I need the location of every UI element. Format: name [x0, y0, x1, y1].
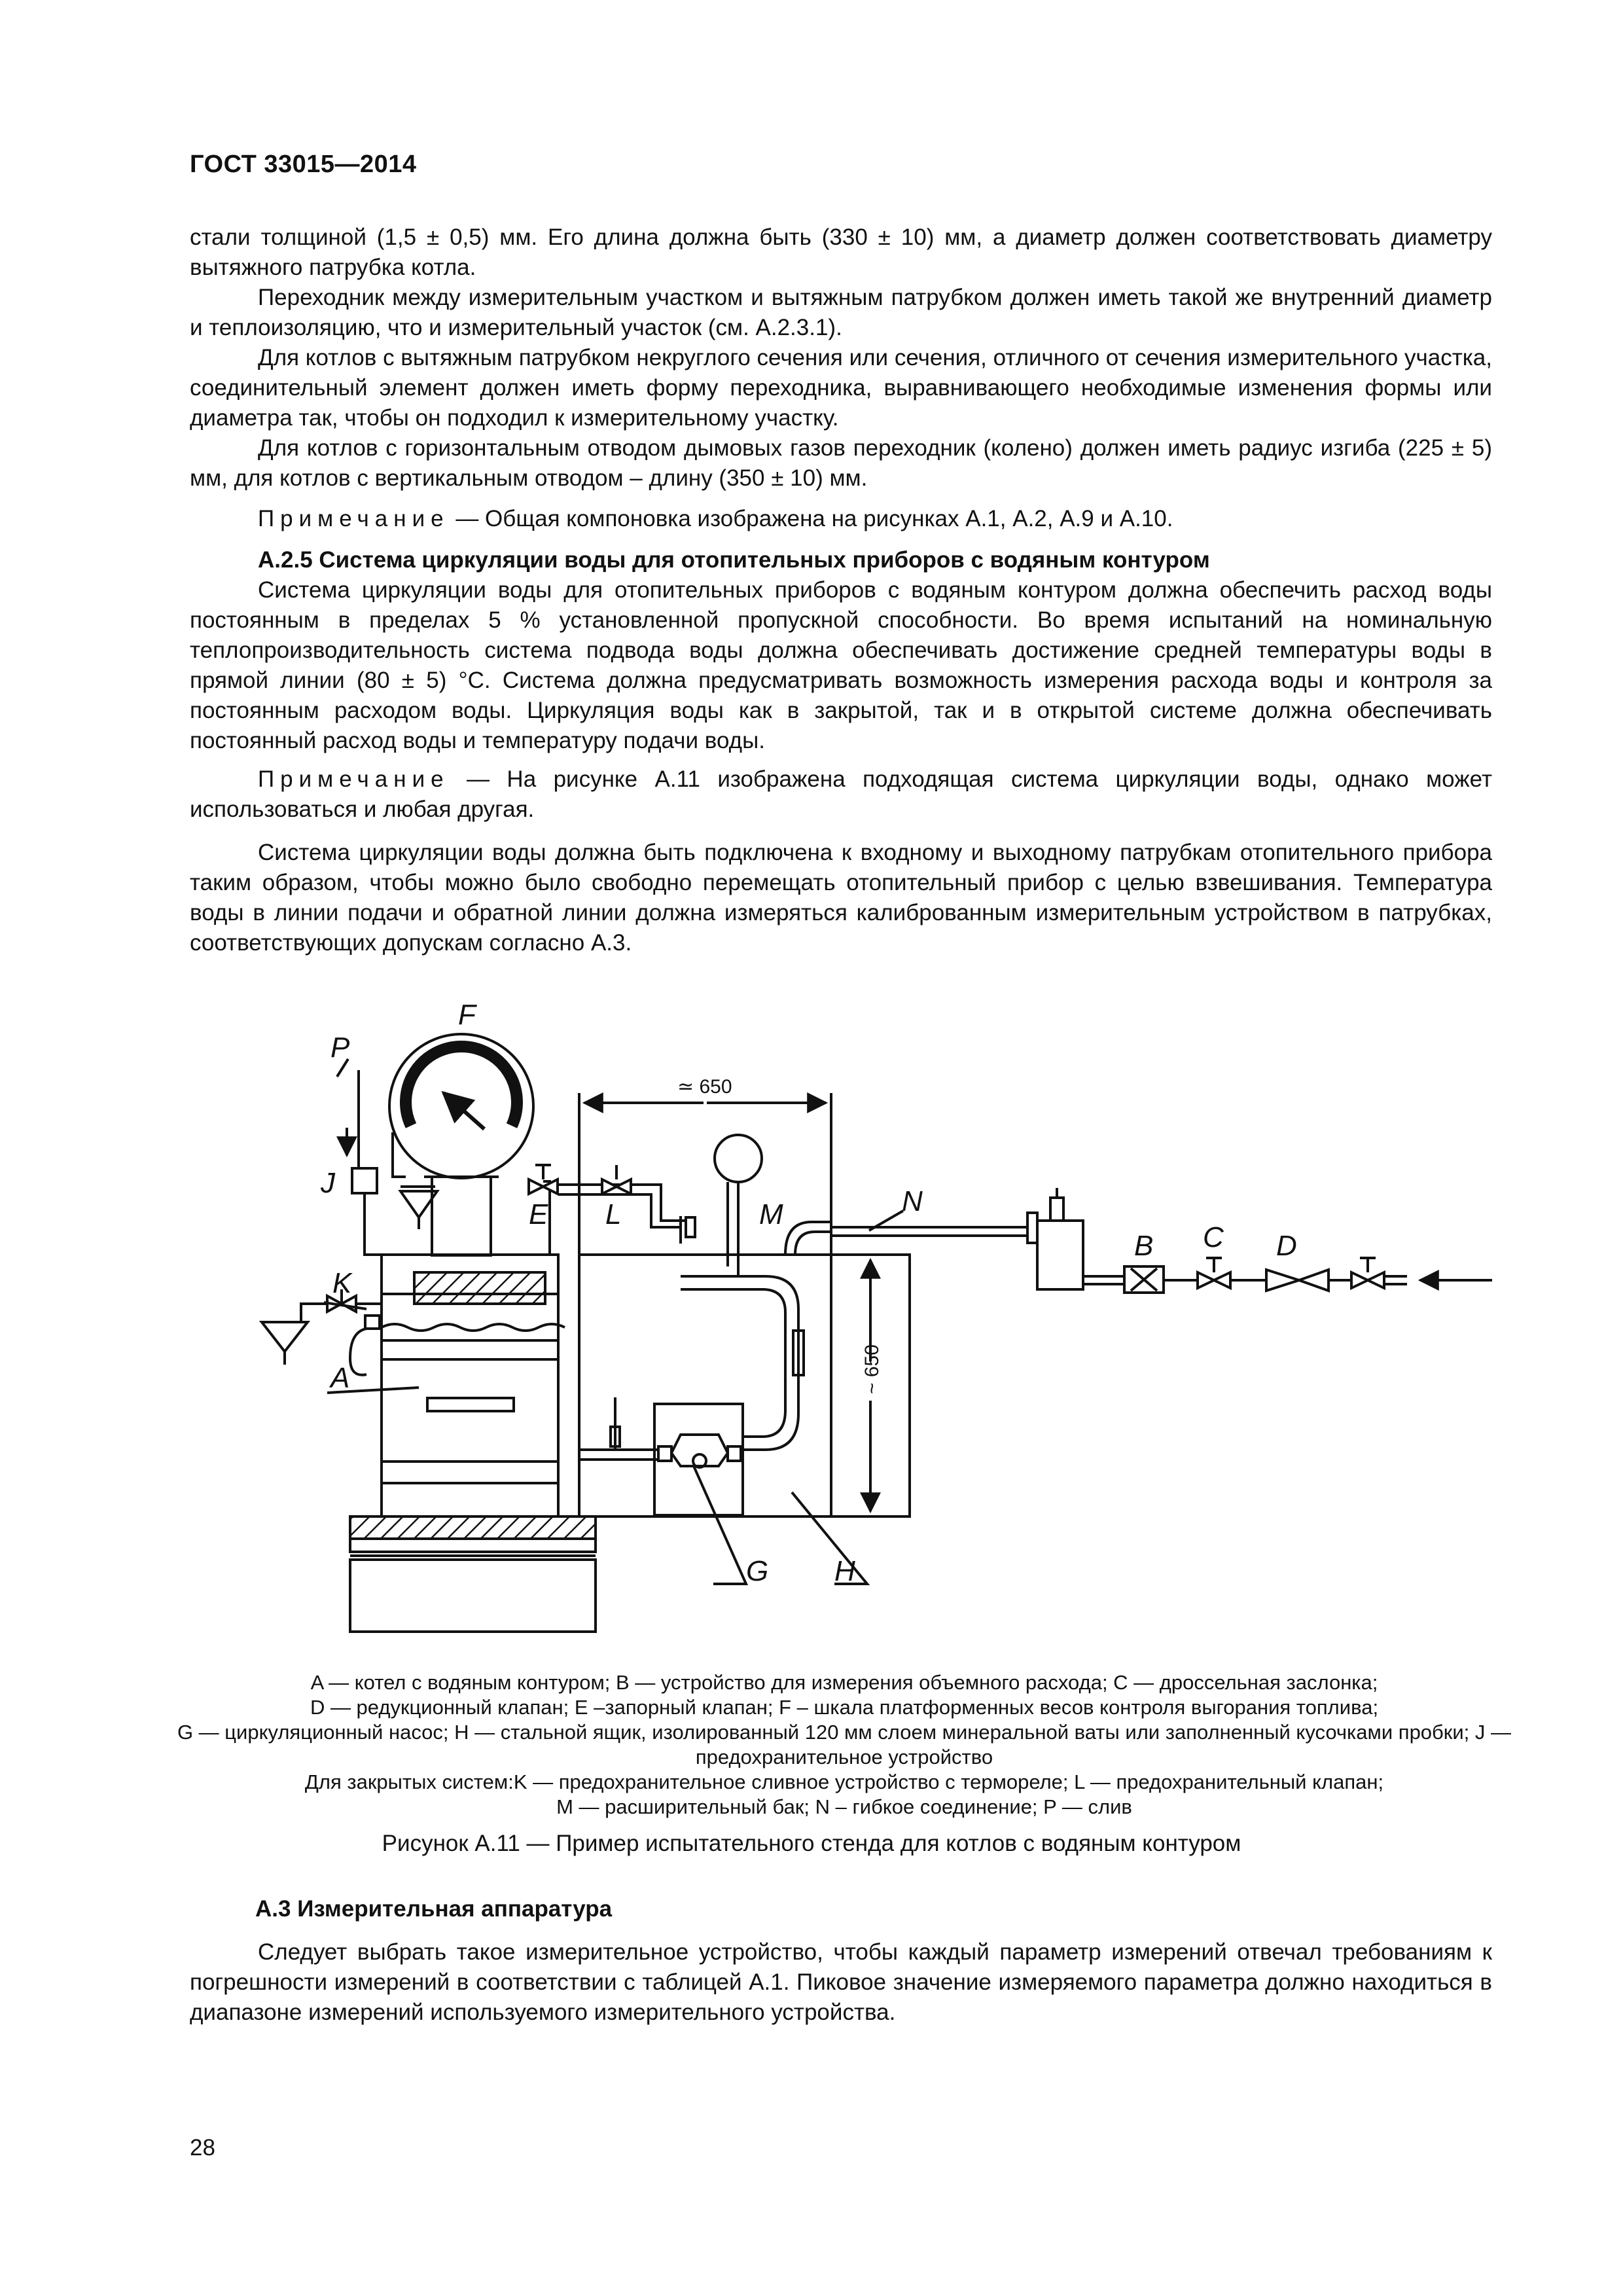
section-heading: А.2.5 Система циркуляции воды для отопительных приборов с водяным контуром — [258, 547, 1210, 573]
label-E: E — [529, 1198, 548, 1230]
paragraph: Система циркуляции воды для отопительных приборов с водяным контуром должна обеспечить расход воды постоянным в пределах 5 % установленной пропускной способности. Во время испытаний на номинальную теплопроизводительность система подвода воды должна обеспечивать достижение средней температуры воды в прямой линии (80 ± 5) °С. Система должна предусматривать возможность измерения расхода воды и контроля за постоянным расходом воды. Циркуляция воды как в закрытой, так и в открытой системе должна обеспечивать постоянный расход воды и температуру подачи воды. — [190, 577, 1492, 753]
scale-gauge — [389, 1034, 533, 1255]
section-heading-a3: А.3 Измерительная аппаратура — [255, 1896, 613, 1922]
section-a3-body — [190, 1937, 1492, 2028]
safety-drain-k — [262, 1289, 382, 1375]
note-label: Примечание — [258, 506, 450, 531]
label-D: D — [1276, 1230, 1297, 1262]
insulated-steel-box — [579, 1222, 1027, 1516]
label-B: B — [1134, 1230, 1154, 1262]
figure-caption: Рисунок А.11 — Пример испытательного стенда для котлов с водяным контуром — [382, 1831, 1241, 1856]
note-2 — [190, 764, 1492, 825]
legend-line: G — циркуляционный насос; H — стальной ящик, изолированный 120 мм слоем минеральной ваты или заполненный кусочками пробки; J — предохранительное устройство — [177, 1721, 1512, 1768]
document-header: ГОСТ 33015—2014 — [190, 151, 417, 178]
drain-and-safety — [337, 1059, 437, 1255]
section-a25 — [190, 545, 1492, 756]
label-K: K — [332, 1267, 352, 1299]
legend-line: M — расширительный бак; N – гибкое соединение; P — слив — [556, 1795, 1132, 1818]
dimension-vertical: ~ 650 — [861, 1344, 883, 1394]
legend-line: Для закрытых систем:K — предохранительное сливное устройство с термореле; L — предохранительный клапан; — [304, 1770, 1384, 1793]
dimension-horizontal: ≃ 650 — [677, 1076, 732, 1098]
note-text: — На рисунке А.11 изображена подходящая система циркуляции воды, однако может использоваться и любая другая. — [190, 766, 1492, 822]
scale-platform — [350, 1516, 596, 1632]
label-P: P — [330, 1031, 350, 1064]
paragraph: Переходник между измерительным участком и вытяжным патрубком должен иметь такой же внутренний диаметр и теплоизоляцию, что и измерительный участок (см. А.2.3.1). — [190, 285, 1492, 340]
label-L: L — [605, 1198, 622, 1230]
label-J: J — [321, 1167, 335, 1199]
page-number: 28 — [190, 2135, 215, 2161]
note-text: — Общая компоновка изображена на рисунках А.1, А.2, А.9 и А.10. — [449, 506, 1173, 531]
note-label: Примечание — [258, 766, 450, 792]
label-H: H — [834, 1555, 855, 1587]
label-A: A — [330, 1362, 350, 1394]
label-N: N — [902, 1185, 923, 1217]
figure-legend — [170, 1670, 1518, 1820]
note-1 — [190, 504, 1492, 534]
figure-a11-diagram — [0, 969, 1623, 1649]
paragraph: Для котлов с вытяжным патрубком некруглого сечения или сечения, отличного от сечения измерительного участка, соединительный элемент должен иметь форму переходника, выравнивающего необходимые изменения формы или диаметра так, чтобы он подходил к измерительному участку. — [190, 345, 1492, 431]
label-M: M — [759, 1198, 783, 1230]
test-stand-schematic — [0, 969, 1623, 1649]
paragraph: Система циркуляции воды должна быть подключена к входному и выходному патрубкам отопительного прибора таким образом, чтобы можно было свободно перемещать отопительный прибор с целью взвешивания. Температура воды в линии подачи и обратной линии должна измеряться калиброванным измерительным устройством в патрубках, соответствующих допускам согласно А.3. — [190, 840, 1492, 956]
legend-line: D — редукционный клапан; E –запорный клапан; F – шкала платформенных весов контроля выгорания топлива; — [310, 1696, 1379, 1719]
circulation-pump — [579, 1397, 743, 1515]
intro-section — [190, 223, 1492, 493]
legend-line: A — котел с водяным контуром; B — устройство для измерения объемного расхода; C — дроссельная заслонка; — [310, 1671, 1378, 1694]
label-G: G — [746, 1555, 769, 1587]
label-F: F — [458, 999, 476, 1031]
inlet-line — [1027, 1188, 1492, 1293]
label-C: C — [1203, 1221, 1224, 1253]
paragraph: Следует выбрать такое измерительное устройство, чтобы каждый параметр измерений отвечал требованиям к погрешности измерений в соответствии с таблицей А.1. Пиковое значение измеряемого параметра должно находиться в диапазоне измерений используемого измерительного устройства. — [190, 1939, 1492, 2025]
paragraph: Для котлов с горизонтальным отводом дымовых газов переходник (колено) должен иметь радиус изгиба (225 ± 5) мм, для котлов с вертикальным отводом – длину (350 ± 10) мм. — [190, 435, 1492, 491]
boiler — [382, 1255, 565, 1516]
connection-section — [190, 838, 1492, 958]
paragraph: стали толщиной (1,5 ± 0,5) мм. Его длина должна быть (330 ± 10) мм, а диаметр должен соответствовать диаметру вытяжного патрубка котла. — [190, 224, 1492, 280]
